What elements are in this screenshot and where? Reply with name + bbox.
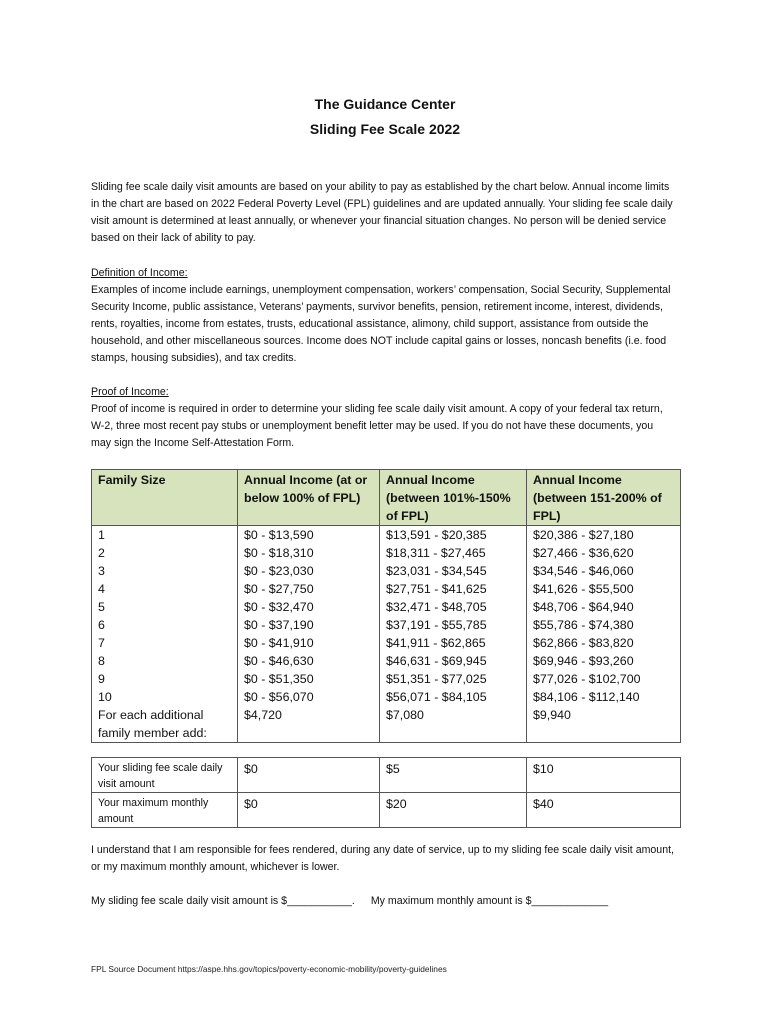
income-150-cell: $56,071 - $84,105 bbox=[380, 688, 527, 706]
income-150-cell: $37,191 - $55,785 bbox=[380, 616, 527, 634]
fee-amount-cell: $0 bbox=[238, 793, 380, 828]
definition-heading: Definition of Income: bbox=[91, 267, 188, 279]
income-200-cell: $20,386 - $27,180 bbox=[527, 526, 681, 545]
income-100-cell: $0 - $41,910 bbox=[238, 634, 380, 652]
header-income-200: Annual Income (between 151-200% of FPL) bbox=[527, 470, 681, 526]
income-100-cell: $0 - $37,190 bbox=[238, 616, 380, 634]
family-size-cell: 3 bbox=[92, 562, 238, 580]
income-100-cell: $0 - $13,590 bbox=[238, 526, 380, 545]
proof-heading: Proof of Income: bbox=[91, 386, 169, 398]
income-200-cell: $27,466 - $36,620 bbox=[527, 544, 681, 562]
income-150-cell: $46,631 - $69,945 bbox=[380, 652, 527, 670]
document-subtitle: Sliding Fee Scale 2022 bbox=[309, 121, 461, 137]
income-150-cell: $32,471 - $48,705 bbox=[380, 598, 527, 616]
income-100-cell: $0 - $27,750 bbox=[238, 580, 380, 598]
income-200-cell: $77,026 - $102,700 bbox=[527, 670, 681, 688]
family-size-cell: 2 bbox=[92, 544, 238, 562]
income-100-cell: $0 - $18,310 bbox=[238, 544, 380, 562]
income-table-row bbox=[92, 544, 681, 562]
header-income-150: Annual Income (between 101%-150% of FPL) bbox=[380, 470, 527, 526]
document-title: The Guidance Center bbox=[314, 96, 456, 112]
fee-amount-cell: $0 bbox=[238, 758, 380, 793]
header-family-size: Family Size bbox=[92, 470, 238, 526]
family-size-cell: For each additional family member add: bbox=[92, 706, 238, 743]
fee-table bbox=[91, 757, 681, 828]
monthly-amount-blank: My maximum monthly amount is $_____________ bbox=[370, 895, 609, 907]
income-200-cell: $48,706 - $64,940 bbox=[527, 598, 681, 616]
fee-amount-cell: $10 bbox=[527, 758, 681, 793]
income-200-cell: $9,940 bbox=[527, 706, 681, 743]
fee-amount-cell: $40 bbox=[527, 793, 681, 828]
income-100-cell: $0 - $23,030 bbox=[238, 562, 380, 580]
fee-amount-cell: $5 bbox=[380, 758, 527, 793]
family-size-cell: 6 bbox=[92, 616, 238, 634]
family-size-cell: 9 bbox=[92, 670, 238, 688]
income-150-cell: $27,751 - $41,625 bbox=[380, 580, 527, 598]
income-200-cell: $69,946 - $93,260 bbox=[527, 652, 681, 670]
intro-paragraph: Sliding fee scale daily visit amounts are based on your ability to pay as established by the chart below. Annual income limits in the chart are based on 2022 Federal Poverty Level (FPL) guidelines and are updated annually. Your sliding fee scale daily visit amount is determined at least annually, or whenever your financial situation changes. No person will be denied service based on their lack of ability to pay. bbox=[91, 181, 673, 244]
income-150-cell: $13,591 - $20,385 bbox=[380, 526, 527, 545]
income-150-cell: $23,031 - $34,545 bbox=[380, 562, 527, 580]
family-size-cell: 4 bbox=[92, 580, 238, 598]
fee-label-cell: Your sliding fee scale daily visit amount bbox=[92, 758, 238, 793]
income-100-cell: $0 - $46,630 bbox=[238, 652, 380, 670]
fee-table-row bbox=[92, 793, 681, 828]
header-income-100: Annual Income (at or below 100% of FPL) bbox=[238, 470, 380, 526]
income-100-cell: $0 - $32,470 bbox=[238, 598, 380, 616]
income-200-cell: $84,106 - $112,140 bbox=[527, 688, 681, 706]
income-table-row bbox=[92, 562, 681, 580]
fee-label-cell: Your maximum monthly amount bbox=[92, 793, 238, 828]
income-table bbox=[91, 469, 681, 743]
income-table-row bbox=[92, 616, 681, 634]
income-100-cell: $0 - $56,070 bbox=[238, 688, 380, 706]
income-table-row bbox=[92, 652, 681, 670]
income-200-cell: $55,786 - $74,380 bbox=[527, 616, 681, 634]
footer-source: FPL Source Document https://aspe.hhs.gov/topics/poverty-economic-mobility/poverty-guidelines bbox=[91, 964, 447, 974]
income-150-cell: $41,911 - $62,865 bbox=[380, 634, 527, 652]
income-150-cell: $51,351 - $77,025 bbox=[380, 670, 527, 688]
income-table-row bbox=[92, 598, 681, 616]
daily-amount-blank: My sliding fee scale daily visit amount is $___________. bbox=[91, 895, 355, 907]
income-table-row bbox=[92, 634, 681, 652]
family-size-cell: 1 bbox=[92, 526, 238, 545]
income-table-row bbox=[92, 670, 681, 688]
fee-amount-cell: $20 bbox=[380, 793, 527, 828]
proof-paragraph: Proof of income is required in order to determine your sliding fee scale daily visit amount. A copy of your federal tax return, W-2, three most recent pay stubs or unemployment benefit letter may be used. If you do not have these documents, you may sign the Income Self-Attestation Form. bbox=[91, 403, 663, 449]
income-100-cell: $4,720 bbox=[238, 706, 380, 743]
definition-paragraph: Examples of income include earnings, unemployment compensation, workers’ compensation, Social Security, Supplemental Security Income, public assistance, Veterans’ payments, survivor benefits, pension, retirement income, interest, dividends, rents, royalties, income from estates, trusts, educational assistance, alimony, child support, assistance from outside the household, and other miscellaneous sources. Income does NOT include capital gains or losses, noncash benefits (i.e. food stamps, housing subsidies), and tax credits. bbox=[91, 284, 671, 364]
income-table-row bbox=[92, 580, 681, 598]
family-size-cell: 7 bbox=[92, 634, 238, 652]
fee-table-row bbox=[92, 758, 681, 793]
income-150-cell: $18,311 - $27,465 bbox=[380, 544, 527, 562]
acknowledgment-paragraph: I understand that I am responsible for fees rendered, during any date of service, up to my sliding fee scale daily visit amount, or my maximum monthly amount, whichever is lower. bbox=[91, 844, 674, 873]
income-150-cell: $7,080 bbox=[380, 706, 527, 743]
income-200-cell: $62,866 - $83,820 bbox=[527, 634, 681, 652]
income-100-cell: $0 - $51,350 bbox=[238, 670, 380, 688]
income-table-row bbox=[92, 526, 681, 545]
family-size-cell: 5 bbox=[92, 598, 238, 616]
income-table-row bbox=[92, 706, 681, 743]
fill-in-line bbox=[91, 893, 691, 910]
family-size-cell: 8 bbox=[92, 652, 238, 670]
income-200-cell: $34,546 - $46,060 bbox=[527, 562, 681, 580]
family-size-cell: 10 bbox=[92, 688, 238, 706]
income-table-row bbox=[92, 688, 681, 706]
income-table-header-row bbox=[92, 470, 681, 526]
income-200-cell: $41,626 - $55,500 bbox=[527, 580, 681, 598]
